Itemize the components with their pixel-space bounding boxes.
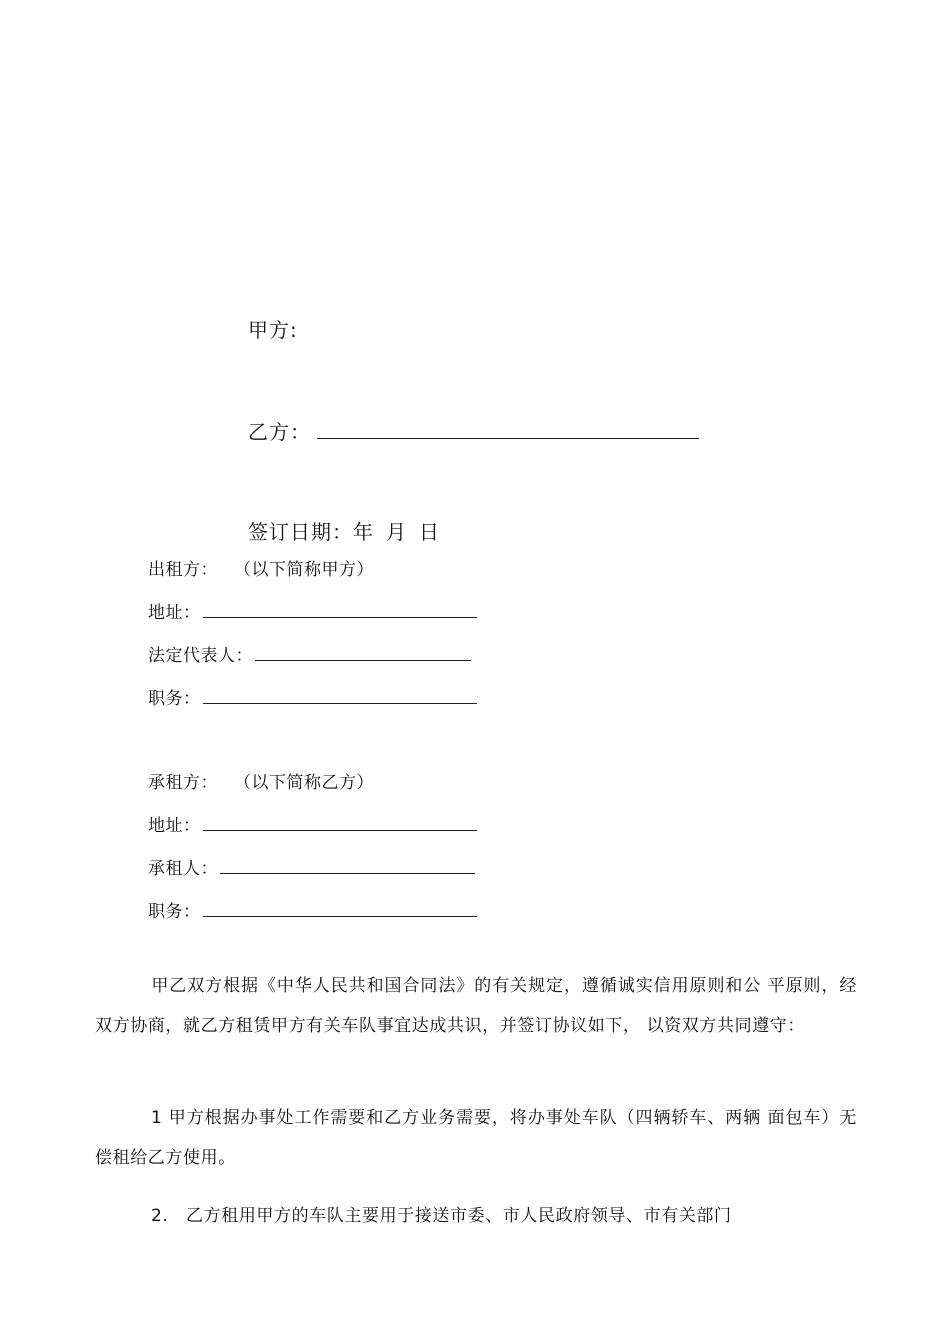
- sign-date-line: [248, 516, 440, 545]
- lessor-alias: （以下简称甲方）: [234, 560, 374, 580]
- intro-paragraph: [95, 966, 857, 1046]
- party-a-label: 甲方:: [248, 318, 298, 342]
- clause-2-paragraph: [95, 1196, 857, 1236]
- lessor-position-line: [148, 684, 477, 709]
- sign-date-label: 签订日期：: [248, 520, 353, 544]
- lessee-address-label: 地址：: [148, 816, 201, 836]
- lessee-address-line: [148, 811, 477, 836]
- lessee-position-blank[interactable]: [203, 898, 477, 917]
- lessee-alias: （以下简称乙方）: [234, 773, 374, 793]
- party-b-label: 乙方：: [248, 420, 311, 444]
- clause-2-text: 2. 乙方租用甲方的车队主要用于接送市委、市人民政府领导、市有关部门: [151, 1206, 732, 1226]
- lessee-heading: [148, 768, 374, 793]
- clause-1-paragraph: [95, 1098, 857, 1178]
- lessor-address-line: [148, 598, 477, 623]
- lessor-position-blank[interactable]: [203, 685, 477, 704]
- lessor-address-blank[interactable]: [203, 599, 477, 618]
- lessee-tenant-line: [148, 854, 475, 879]
- sign-date-year: 年: [353, 520, 374, 544]
- lessor-legal-rep-line: [148, 641, 471, 666]
- lessee-tenant-blank[interactable]: [220, 855, 475, 874]
- lessor-legal-rep-blank[interactable]: [255, 642, 471, 661]
- party-b-line: [248, 416, 699, 445]
- party-a-line: [248, 314, 298, 343]
- lessor-heading-label: 出租方：: [148, 560, 218, 580]
- lessee-position-line: [148, 897, 477, 922]
- lessee-address-blank[interactable]: [203, 812, 477, 831]
- lessor-address-label: 地址：: [148, 603, 201, 623]
- clause-1-text: 1 甲方根据办事处工作需要和乙方业务需要，将办事处车队（四辆轿车、两辆 面包车）无偿租给乙方使用。: [95, 1108, 857, 1168]
- sign-date-month: 月: [386, 520, 407, 544]
- lessee-tenant-label: 承租人：: [148, 859, 218, 879]
- lessee-heading-label: 承租方：: [148, 773, 218, 793]
- party-b-blank[interactable]: [317, 420, 699, 439]
- lessee-position-label: 职务：: [148, 902, 201, 922]
- sign-date-day: 日: [419, 520, 440, 544]
- lessor-legal-rep-label: 法定代表人：: [148, 646, 253, 666]
- lessor-heading: [148, 555, 374, 580]
- lessor-position-label: 职务：: [148, 689, 201, 709]
- intro-text: 甲乙双方根据《中华人民共和国合同法》的有关规定，遵循诚实信用原则和公 平原则，经双方协商，就乙方租赁甲方有关车队事宜达成共识，并签订协议如下， 以资双方共同遵守：: [95, 976, 857, 1036]
